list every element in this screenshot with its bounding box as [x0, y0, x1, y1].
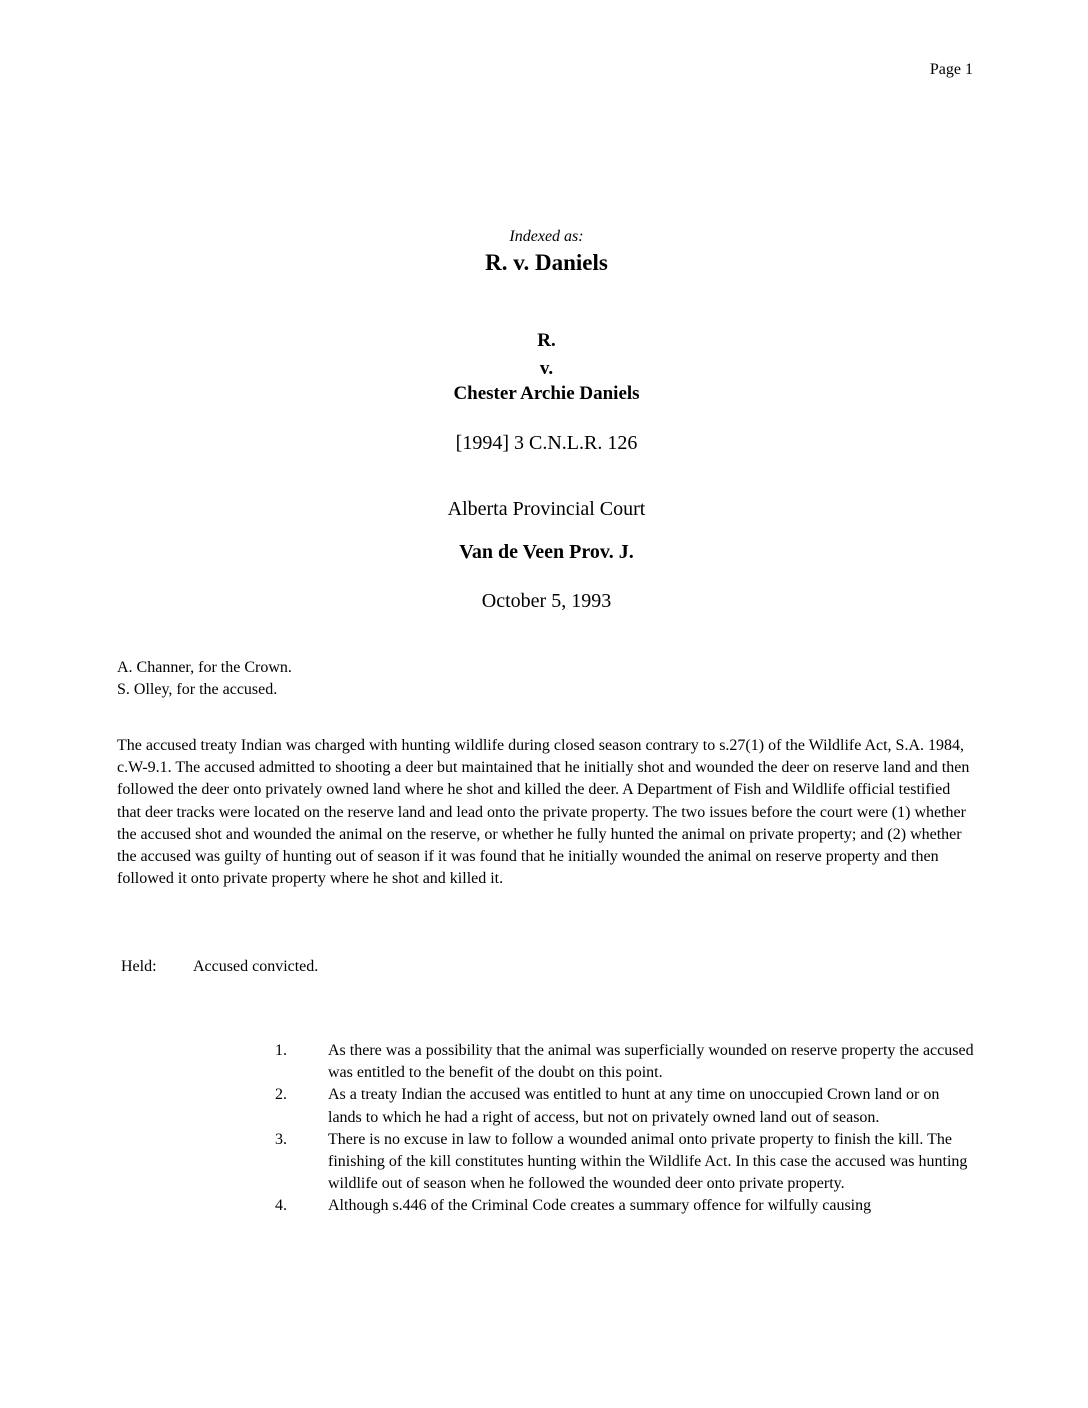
decision-date: October 5, 1993: [481, 590, 612, 612]
holding-point: [270, 1195, 975, 1217]
holding-point-text: There is no excuse in law to follow a wounded animal onto private property to finish the kill. The finishing of the kill constitutes hunting within the Wildlife Act. In this case the accused was hunting wildlife out of season when he followed the wounded deer onto private property.: [328, 1130, 968, 1193]
party-defendant: Chester Archie Daniels: [453, 383, 640, 404]
counsel-crown: A. Channer, for the Crown.: [117, 659, 292, 676]
judge-name: Van de Veen Prov. J.: [459, 541, 634, 563]
holding-point: [270, 1129, 975, 1196]
holding-points: [270, 1040, 975, 1218]
holding-point-number: 1.: [275, 1042, 287, 1059]
counsel-accused: S. Olley, for the accused.: [117, 681, 278, 698]
holding-point: [270, 1084, 975, 1128]
holding-point-number: 4.: [275, 1197, 287, 1215]
held-label: Held:: [121, 958, 157, 975]
court-name: Alberta Provincial Court: [447, 498, 646, 520]
counsel-list: [117, 657, 292, 701]
holding-point-text: As a treaty Indian the accused was entitled to hunt at any time on unoccupied Crown land or on lands to which he had a right of access, but not on privately owned land out of season.: [328, 1086, 940, 1126]
holding-point-text: Although s.446 of the Criminal Code creates a summary offence for wilfully causing: [328, 1197, 872, 1215]
held-text: Accused convicted.: [193, 958, 319, 975]
holding-point-text: As there was a possibility that the animal was superficially wounded on reserve property the accused was entitled to the benefit of the doubt on this point.: [328, 1042, 974, 1082]
indexed-as-label: Indexed as:: [509, 228, 584, 245]
holding-point: [270, 1040, 975, 1084]
party-versus: v.: [539, 358, 554, 379]
case-summary: The accused treaty Indian was charged with hunting wildlife during closed season contrary to s.27(1) of the Wildlife Act, S.A. 1984, c.W-9.1. The accused admitted to shooting a deer but maintained that he initially shot and wounded the deer on reserve land and then followed the deer onto privately owned land where he shot and killed the deer. A Department of Fish and Wildlife official testified that deer tracks were located on the reserve land and lead onto the private property. The two issues before the court were (1) whether the accused shot and wounded the animal on the reserve, or whether he fully hunted the animal on private property; and (2) whether the accused was guilty of hunting out of season if it was found that he initially wounded the animal on reserve property and then followed it onto private property where he shot and killed it.: [117, 737, 970, 888]
holding-point-number: 3.: [275, 1130, 287, 1148]
page-number: Page 1: [929, 61, 973, 78]
holding-point-number: 2.: [275, 1086, 287, 1104]
case-citation: [1994] 3 C.N.L.R. 126: [455, 432, 638, 454]
case-title: R. v. Daniels: [485, 250, 608, 275]
party-plaintiff: R.: [537, 330, 556, 351]
